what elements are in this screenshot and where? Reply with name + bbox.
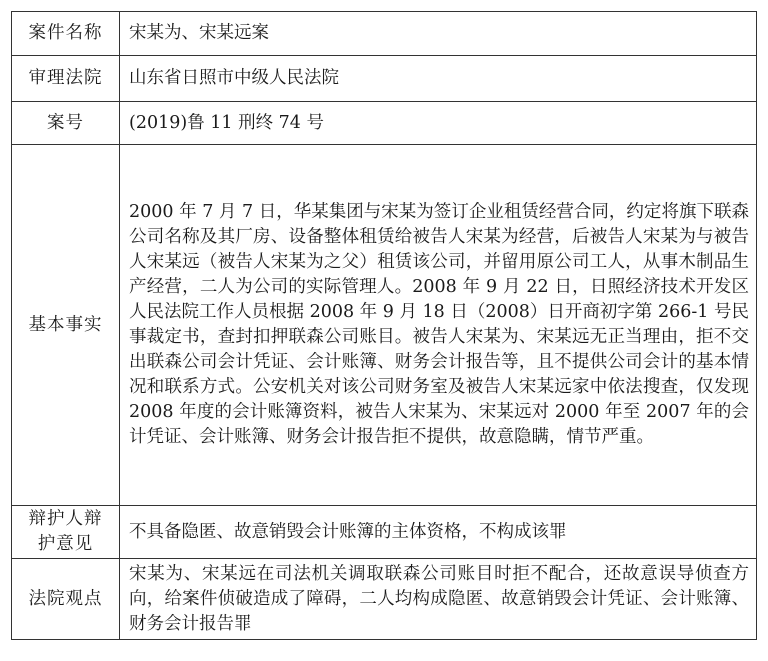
value-case-number: (2019)鲁 11 刑终 74 号 [120,102,757,145]
value-defense-opinion: 不具备隐匿、故意销毁会计账簿的主体资格，不构成该罪 [120,506,757,559]
table-row-court-opinion [12,559,757,640]
case-info-table [11,11,757,640]
label-court-opinion: 法院观点 [12,559,120,640]
label-defense-opinion-line-1: 辩护人辩 [28,509,103,529]
label-defense-opinion-line-2: 护意见 [37,534,94,554]
label-case-name: 案件名称 [12,12,120,56]
table-row-case-name [12,12,757,56]
value-court-opinion: 宋某为、宋某远在司法机关调取联森公司账目时拒不配合，还故意误导侦查方向，给案件侦破造成了障碍，二人均构成隐匿、故意销毁会计凭证、会计账簿、财务会计报告罪 [120,559,757,640]
table-row-case-number [12,102,757,145]
label-basic-facts: 基本事实 [12,145,120,506]
value-basic-facts: 2000 年 7 月 7 日，华某集团与宋某为签订企业租赁经营合同，约定将旗下联森公司名称及其厂房、设备整体租赁给被告人宋某为经营，后被告人宋某为与被告人宋某远（被告人宋某为之父）租赁该公司，并留用原公司工人，从事木制品生产经营，二人为公司的实际管理人。2008 年 9 月 22 日，日照经济技术开发区人民法院工作人员根据 2008 年 9 月 18 日（2008）日开商初字第 266-1 号民事裁定书，查封扣押联森公司账目。被告人宋某为、宋某远无正当理由，拒不交出联森公司会计凭证、会计账簿、财务会计报告等，且不提供公司会计的基本情况和联系方式。公安机关对该公司财务室及被告人宋某远家中依法搜查，仅发现 2008 年度的会计账簿资料，被告人宋某为、宋某远对 2000 年至 2007 年的会计凭证、会计账簿、财务会计报告拒不提供，故意隐瞒，情节严重。 [120,145,757,506]
table-row-defense-opinion [12,506,757,559]
label-case-number: 案号 [12,102,120,145]
table-row-basic-facts [12,145,757,506]
table-row-court [12,56,757,102]
label-court: 审理法院 [12,56,120,102]
label-defense-opinion [12,506,120,559]
value-court: 山东省日照市中级人民法院 [120,56,757,102]
value-case-name: 宋某为、宋某远案 [120,12,757,56]
